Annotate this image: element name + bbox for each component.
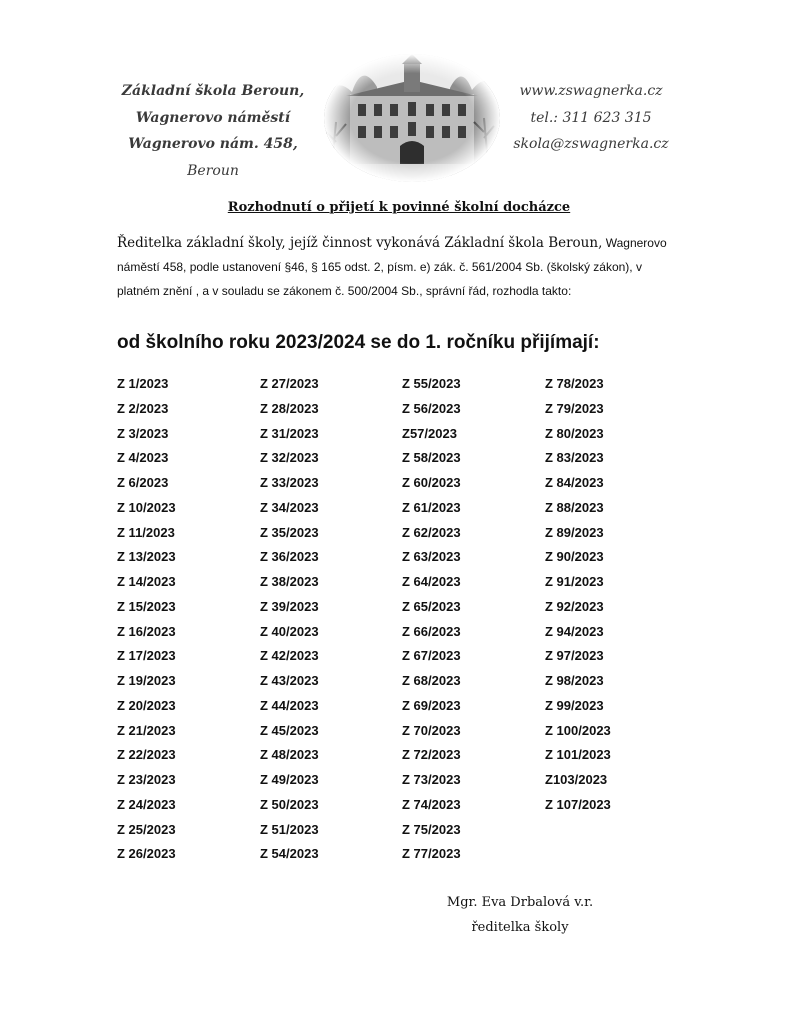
admission-code: Z 32/2023	[260, 450, 319, 466]
admission-code: Z 62/2023	[402, 524, 461, 540]
admission-code: Z 36/2023	[260, 549, 319, 565]
admission-code: Z 78/2023	[545, 376, 604, 391]
admission-code: Z 77/2023	[402, 846, 461, 862]
admission-code: Z 43/2023	[260, 673, 319, 688]
admission-code: Z 19/2023	[117, 673, 176, 688]
admission-code: Z 80/2023	[545, 425, 604, 441]
admission-code: Z 65/2023	[402, 598, 461, 614]
school-name: Základní škola Beroun,	[121, 83, 305, 99]
admission-code: Z 33/2023	[260, 475, 319, 490]
admission-code: Z 45/2023	[260, 722, 319, 738]
admission-code: Z 94/2023	[545, 623, 604, 639]
admission-code: Z 60/2023	[402, 475, 461, 490]
admission-code: Z 68/2023	[402, 673, 461, 688]
school-website[interactable]: www.zswagnerka.cz	[519, 83, 663, 99]
school-header-right	[506, 78, 676, 158]
admission-code: Z 27/2023	[260, 376, 319, 391]
admission-code: Z 4/2023	[117, 450, 169, 466]
admission-code: Z 42/2023	[260, 648, 319, 664]
admission-heading: od školního roku 2023/2024 se do 1. ročníku přijímají:	[117, 332, 600, 353]
admission-code: Z103/2023	[545, 772, 608, 787]
admission-code: Z 61/2023	[402, 499, 461, 515]
admission-code: Z 35/2023	[260, 524, 319, 540]
admission-code: Z 15/2023	[117, 598, 176, 614]
admission-code: Z 24/2023	[117, 796, 176, 812]
admission-code: Z 97/2023	[545, 648, 604, 664]
school-address	[108, 131, 318, 184]
admission-code: Z 88/2023	[545, 499, 604, 515]
admission-code: Z 74/2023	[402, 796, 461, 812]
intro-lead: Ředitelka základní školy, jejíž činnost vykonává Základní škola Beroun,	[117, 235, 603, 251]
admission-code: Z 25/2023	[117, 821, 176, 837]
admission-code: Z 13/2023	[117, 549, 176, 565]
admission-code: Z 34/2023	[260, 499, 319, 515]
admission-column-4	[545, 374, 611, 820]
admission-code: Z 64/2023	[402, 574, 461, 589]
admission-code: Z 55/2023	[402, 376, 461, 391]
admission-code: Z 50/2023	[260, 796, 319, 812]
school-header-left	[108, 78, 318, 184]
admission-code: Z 40/2023	[260, 623, 319, 639]
school-address-street: Wagnerovo nám. 458,	[128, 136, 298, 152]
signature-name: Mgr. Eva Drbalová v.r.	[446, 895, 594, 910]
admission-code: Z 26/2023	[117, 846, 176, 862]
admission-code: Z 79/2023	[545, 400, 604, 416]
admission-code: Z 21/2023	[117, 722, 176, 738]
admission-code: Z 44/2023	[260, 697, 319, 713]
admission-code: Z 3/2023	[117, 425, 169, 441]
admission-code: Z 69/2023	[402, 697, 461, 713]
admission-code: Z 100/2023	[545, 722, 611, 738]
admission-code: Z 101/2023	[545, 747, 611, 763]
admission-code: Z 51/2023	[260, 821, 319, 837]
school-phone: tel.: 311 623 315	[530, 109, 652, 126]
admission-code: Z 2/2023	[117, 400, 169, 416]
admission-code: Z 91/2023	[545, 574, 604, 589]
document-title: Rozhodnutí o přijetí k povinné školní docházce	[227, 200, 571, 215]
admission-code: Z57/2023	[402, 425, 457, 441]
admission-code: Z 84/2023	[545, 475, 604, 490]
admission-code: Z 11/2023	[117, 524, 175, 540]
admission-column-1	[117, 374, 176, 869]
admission-code: Z 28/2023	[260, 400, 319, 416]
signature-block	[420, 890, 620, 940]
admission-code: Z 90/2023	[545, 549, 604, 565]
admission-code: Z 23/2023	[117, 772, 176, 787]
admission-code: Z 31/2023	[260, 425, 319, 441]
school-square: Wagnerovo náměstí	[135, 109, 291, 126]
admission-code: Z 72/2023	[402, 747, 461, 763]
admission-code: Z 48/2023	[260, 747, 319, 763]
intro-paragraph	[117, 231, 677, 303]
admission-code: Z 75/2023	[402, 821, 461, 837]
admission-code: Z 39/2023	[260, 598, 319, 614]
admission-code: Z 10/2023	[117, 499, 176, 515]
admission-code: Z 38/2023	[260, 574, 319, 589]
admission-code: Z 99/2023	[545, 697, 604, 713]
admission-code: Z 89/2023	[545, 524, 604, 540]
school-email[interactable]: skola@zswagnerka.cz	[513, 136, 669, 152]
admission-code: Z 67/2023	[402, 648, 461, 664]
admission-code: Z 54/2023	[260, 846, 319, 862]
admission-code: Z 98/2023	[545, 673, 604, 688]
admission-code: Z 17/2023	[117, 648, 176, 664]
school-address-city: Beroun	[187, 162, 239, 179]
admission-code: Z 83/2023	[545, 450, 604, 466]
intro-rest: Wagnerovo náměstí 458, podle ustanovení §46, § 165 odst. 2, písm. e) zák. č. 561/2004 Sb. (školský zákon), v platném znění , a v souladu se zákonem č. 500/2004 Sb., správní řád, rozhodla takto:	[117, 236, 667, 298]
admission-code: Z 107/2023	[545, 796, 611, 812]
admission-code: Z 70/2023	[402, 722, 461, 738]
admission-code: Z 66/2023	[402, 623, 461, 639]
admission-code: Z 20/2023	[117, 697, 176, 713]
admission-code: Z 49/2023	[260, 772, 319, 787]
admission-code: Z 16/2023	[117, 623, 176, 639]
school-building-photo	[322, 52, 502, 184]
admission-column-2	[260, 374, 319, 869]
admission-code: Z 1/2023	[117, 376, 169, 391]
admission-code: Z 63/2023	[402, 549, 461, 565]
signature-role: ředitelka školy	[471, 920, 569, 935]
admission-code: Z 73/2023	[402, 772, 461, 787]
admission-column-3	[402, 374, 461, 869]
admission-code: Z 14/2023	[117, 574, 176, 589]
admission-code: Z 92/2023	[545, 598, 604, 614]
admission-code: Z 58/2023	[402, 450, 461, 466]
admission-code: Z 6/2023	[117, 475, 169, 490]
admission-code: Z 22/2023	[117, 747, 176, 763]
admission-code: Z 56/2023	[402, 400, 461, 416]
